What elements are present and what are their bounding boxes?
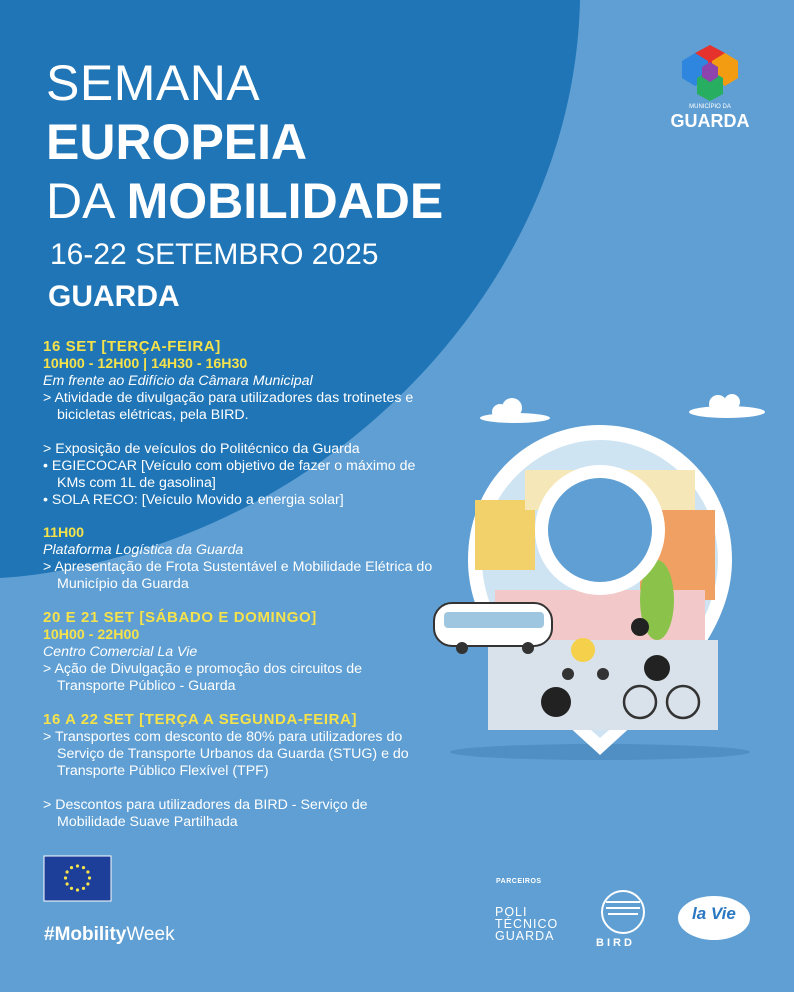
- day1-time: 10H00 - 12H00 | 14H30 - 16H30: [43, 356, 248, 372]
- cloud-icon: [480, 394, 765, 423]
- poli-line-2: TÉCNICO: [495, 917, 559, 931]
- bird-logo-text: BIRD: [596, 937, 635, 949]
- poli-line-3: GUARDA: [495, 929, 555, 943]
- event-dates: 16-22 SETEMBRO 2025: [50, 238, 379, 271]
- guarda-hexagon-logo-icon: [682, 45, 738, 101]
- day1-bullet-1: • EGIECOCAR [Veículo com objetivo de fazer o máximo de KMs com 1L de gasolina]: [43, 458, 416, 491]
- day3-item-2: > Descontos para utilizadores da BIRD - Serviço de Mobilidade Suave Partilhada: [43, 797, 368, 830]
- title-line-1: SEMANA: [46, 55, 261, 111]
- day3-item-1: > Transportes com desconto de 80% para utilizadores do Serviço de Transporte Urbanos da Guarda (STUG) e do Transporte Público Flexível (TPF): [43, 729, 409, 779]
- day2-place: Centro Comercial La Vie: [43, 644, 198, 660]
- map-pin-illustration: [434, 425, 750, 760]
- eu-flag-icon: [44, 856, 111, 901]
- bird-logo-icon: [602, 891, 644, 933]
- poli-line-1: POLI: [495, 905, 528, 919]
- title-line-2: EUROPEIA: [46, 114, 308, 170]
- logo-subtitle: MUNICÍPIO DA: [689, 104, 731, 110]
- day2-title: 20 E 21 SET [SÁBADO E DOMINGO]: [43, 609, 317, 626]
- day2-time: 10H00 - 22H00: [43, 627, 140, 643]
- politecnico-logo: [495, 906, 558, 942]
- day1-item-2: > Exposição de veículos do Politécnico da Guarda: [43, 441, 360, 457]
- event-city: GUARDA: [48, 280, 180, 313]
- hashtag: [44, 924, 175, 946]
- lavie-logo-text: la Vie: [692, 904, 736, 923]
- day1-item-1: > Atividade de divulgação para utilizadores das trotinetes e bicicletas elétricas, pela BIRD.: [43, 390, 414, 423]
- day1-place: Em frente ao Edifício da Câmara Municipal: [43, 373, 313, 389]
- day1-item-3: > Apresentação de Frota Sustentável e Mobilidade Elétrica do Município da Guarda: [43, 559, 433, 592]
- day1-title: 16 SET [TERÇA-FEIRA]: [43, 338, 221, 355]
- day2-item-1: > Ação de Divulgação e promoção dos circuitos de Transporte Público - Guarda: [43, 661, 363, 694]
- title-line-3: [46, 173, 444, 229]
- day1-place-2: Plataforma Logística da Guarda: [43, 542, 244, 558]
- partners-label: PARCEIROS: [496, 878, 542, 885]
- day1-time-2: 11H00: [43, 525, 85, 541]
- logo-name: GUARDA: [670, 111, 750, 131]
- title-line-3-bold: MOBILIDADE: [126, 173, 444, 229]
- title-line-3-prefix: DA: [46, 173, 127, 229]
- hashtag-light: Week: [126, 924, 175, 945]
- hashtag-bold: #Mobility: [44, 924, 127, 945]
- day3-title: 16 A 22 SET [TERÇA A SEGUNDA-FEIRA]: [43, 711, 358, 728]
- day1-bullet-2: • SOLA RECO: [Veículo Movido a energia solar]: [43, 492, 344, 508]
